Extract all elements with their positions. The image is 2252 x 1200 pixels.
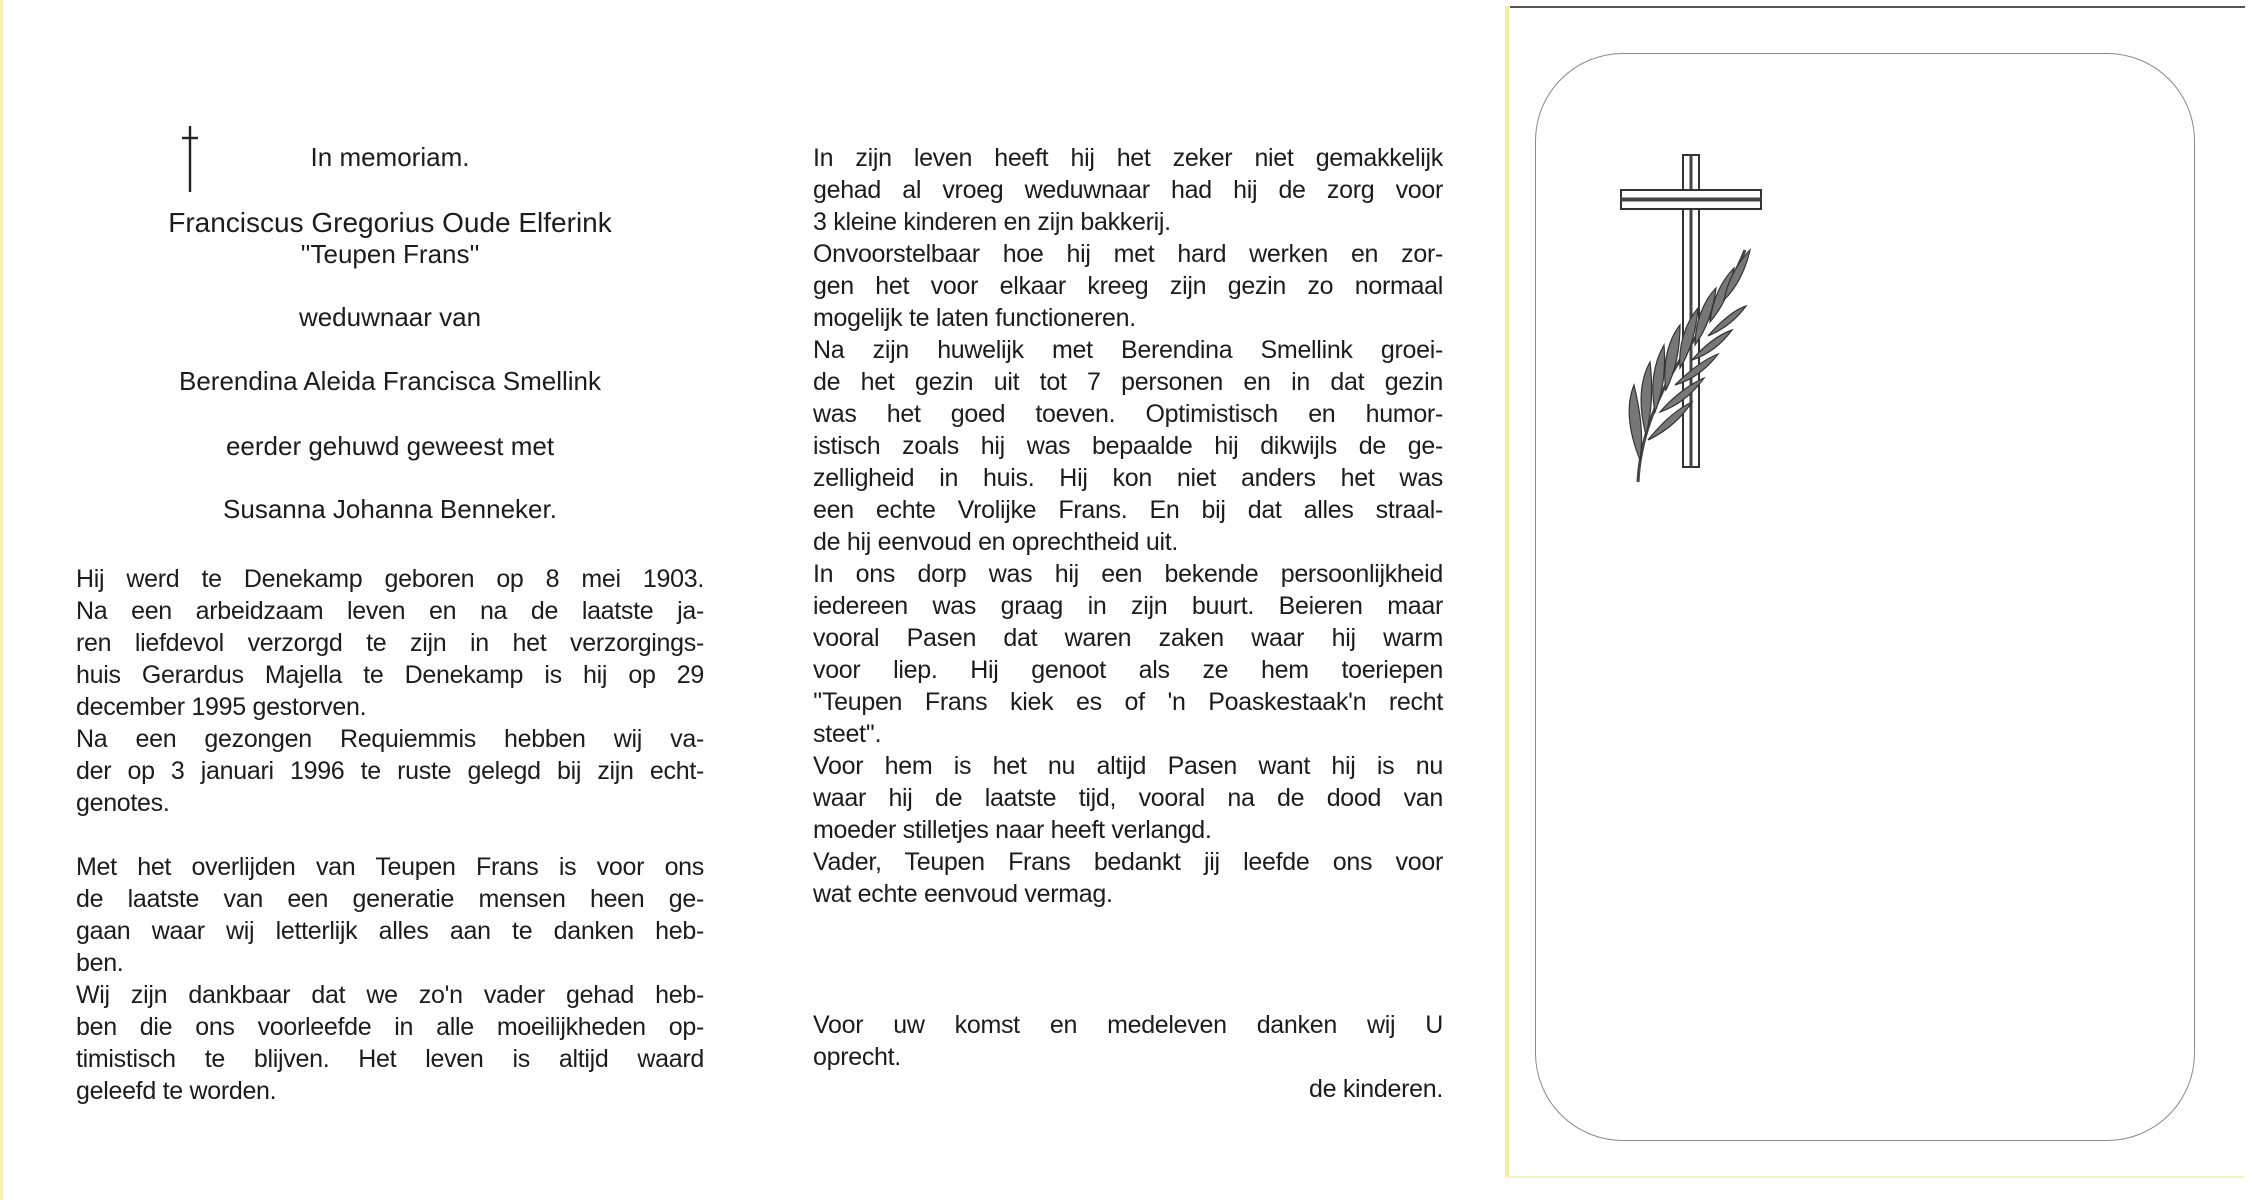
text-line: ben. xyxy=(76,949,124,977)
paragraph xyxy=(813,750,1443,846)
text-line: timistisch te blijven. Het leven is altijd waard xyxy=(76,1045,704,1073)
thanks-line: oprecht. xyxy=(813,1043,901,1071)
text-line: geleefd te worden. xyxy=(76,1077,277,1105)
card-top-edge xyxy=(1510,6,2245,8)
left-biography xyxy=(76,563,704,1107)
text-line: In ons dorp was hij een bekende persoonlijkheid xyxy=(813,560,1443,588)
paragraph xyxy=(813,558,1443,750)
card-bottom-edge xyxy=(1505,1176,2245,1178)
card-edge xyxy=(1505,6,1509,1178)
text-line: moeder stilletjes naar heeft verlangd. xyxy=(813,816,1212,844)
signature: de kinderen. xyxy=(1309,1075,1443,1103)
text-line: de laatste van een generatie mensen heen ge- xyxy=(76,885,704,913)
text-line: Met het overlijden van Teupen Frans is voor ons xyxy=(76,853,704,881)
paragraph-gap xyxy=(76,819,704,851)
text-line: ''Teupen Frans kiek es of 'n Poaskestaak'n recht xyxy=(813,688,1443,716)
spouse-1-name: Berendina Aleida Francisca Smellink xyxy=(179,366,601,396)
text-line: gen het voor elkaar kreeg zijn gezin zo normaal xyxy=(813,272,1443,300)
paragraph xyxy=(76,563,704,723)
text-line: Wij zijn dankbaar dat we zo'n vader gehad heb- xyxy=(76,981,704,1009)
text-line: de het gezin uit tot 7 personen en in dat gezin xyxy=(813,368,1443,396)
text-line: genotes. xyxy=(76,789,170,817)
scan-edge xyxy=(0,0,3,1200)
thanks-line: Voor uw komst en medeleven danken wij U xyxy=(813,1011,1443,1039)
text-line: voor liep. Hij genoot als ze hem toeriepen xyxy=(813,656,1443,684)
text-line: Vader, Teupen Frans bedankt jij leefde ons voor xyxy=(813,848,1443,876)
text-line: huis Gerardus Majella te Denekamp is hij op 29 xyxy=(76,661,704,689)
widower-of-label: weduwnaar van xyxy=(298,302,482,332)
text-line: Voor hem is het nu altijd Pasen want hij is nu xyxy=(813,752,1443,780)
text-line: der op 3 januari 1996 te ruste gelegd bij zijn echt- xyxy=(76,757,704,785)
paragraph xyxy=(813,238,1443,334)
text-line: ren liefdevol verzorgd te zijn in het verzorgings- xyxy=(76,629,704,657)
text-line: Hij werd te Denekamp geboren op 8 mei 1903. xyxy=(76,565,704,593)
previously-married-label: eerder gehuwd geweest met xyxy=(225,431,555,461)
text-line: wat echte eenvoud vermag. xyxy=(813,880,1113,908)
text-line: In zijn leven heeft hij het zeker niet gemakkelijk xyxy=(813,144,1443,172)
paragraph xyxy=(813,142,1443,238)
text-line: december 1995 gestorven. xyxy=(76,693,367,721)
text-line: Na een arbeidzaam leven en na de laatste ja- xyxy=(76,597,704,625)
text-line: vooral Pasen dat waren zaken waar hij warm xyxy=(813,624,1443,652)
text-line: was het goed toeven. Optimistisch en humor- xyxy=(813,400,1443,428)
text-line: ben die ons voorleefde in alle moeilijkheden op- xyxy=(76,1013,704,1041)
closing-thanks xyxy=(813,1009,1443,1105)
paragraph xyxy=(76,723,704,819)
text-line: iedereen was graag in zijn buurt. Beieren maar xyxy=(813,592,1443,620)
text-line: zelligheid in huis. Hij kon niet anders het was xyxy=(813,464,1443,492)
paragraph xyxy=(813,846,1443,910)
text-line: Onvoorstelbaar hoe hij met hard werken en zor- xyxy=(813,240,1443,268)
spouse-2-name: Susanna Johanna Benneker. xyxy=(223,494,557,524)
text-line: gaan waar wij letterlijk alles aan te danken heb- xyxy=(76,917,704,945)
paragraph xyxy=(76,851,704,979)
text-line: waar hij de laatste tijd, vooral na de dood van xyxy=(813,784,1443,812)
text-line: steet''. xyxy=(813,720,882,748)
text-line: istisch zoals hij was bepaalde hij dikwijls de ge- xyxy=(813,432,1443,460)
text-line: mogelijk te laten functioneren. xyxy=(813,304,1136,332)
paragraph xyxy=(76,979,704,1107)
paragraph xyxy=(813,334,1443,558)
deceased-nickname: ''Teupen Frans'' xyxy=(300,239,480,269)
text-line: 3 kleine kinderen en zijn bakkerij. xyxy=(813,208,1171,236)
text-line: de hij eenvoud en oprechtheid uit. xyxy=(813,528,1179,556)
memorial-header xyxy=(76,0,704,540)
text-line: Na een gezongen Requiemmis hebben wij va- xyxy=(76,725,704,753)
deceased-name: Franciscus Gregorius Oude Elferink xyxy=(168,207,612,238)
text-line: gehad al vroeg weduwnaar had hij de zorg voor xyxy=(813,176,1443,204)
text-line: een echte Vrolijke Frans. En bij dat alles straal- xyxy=(813,496,1443,524)
cross-with-wheat-icon xyxy=(1600,140,1790,490)
memorial-title: In memoriam. xyxy=(310,142,470,172)
text-line: Na zijn huwelijk met Berendina Smellink groei- xyxy=(813,336,1443,364)
middle-tribute xyxy=(813,142,1443,910)
